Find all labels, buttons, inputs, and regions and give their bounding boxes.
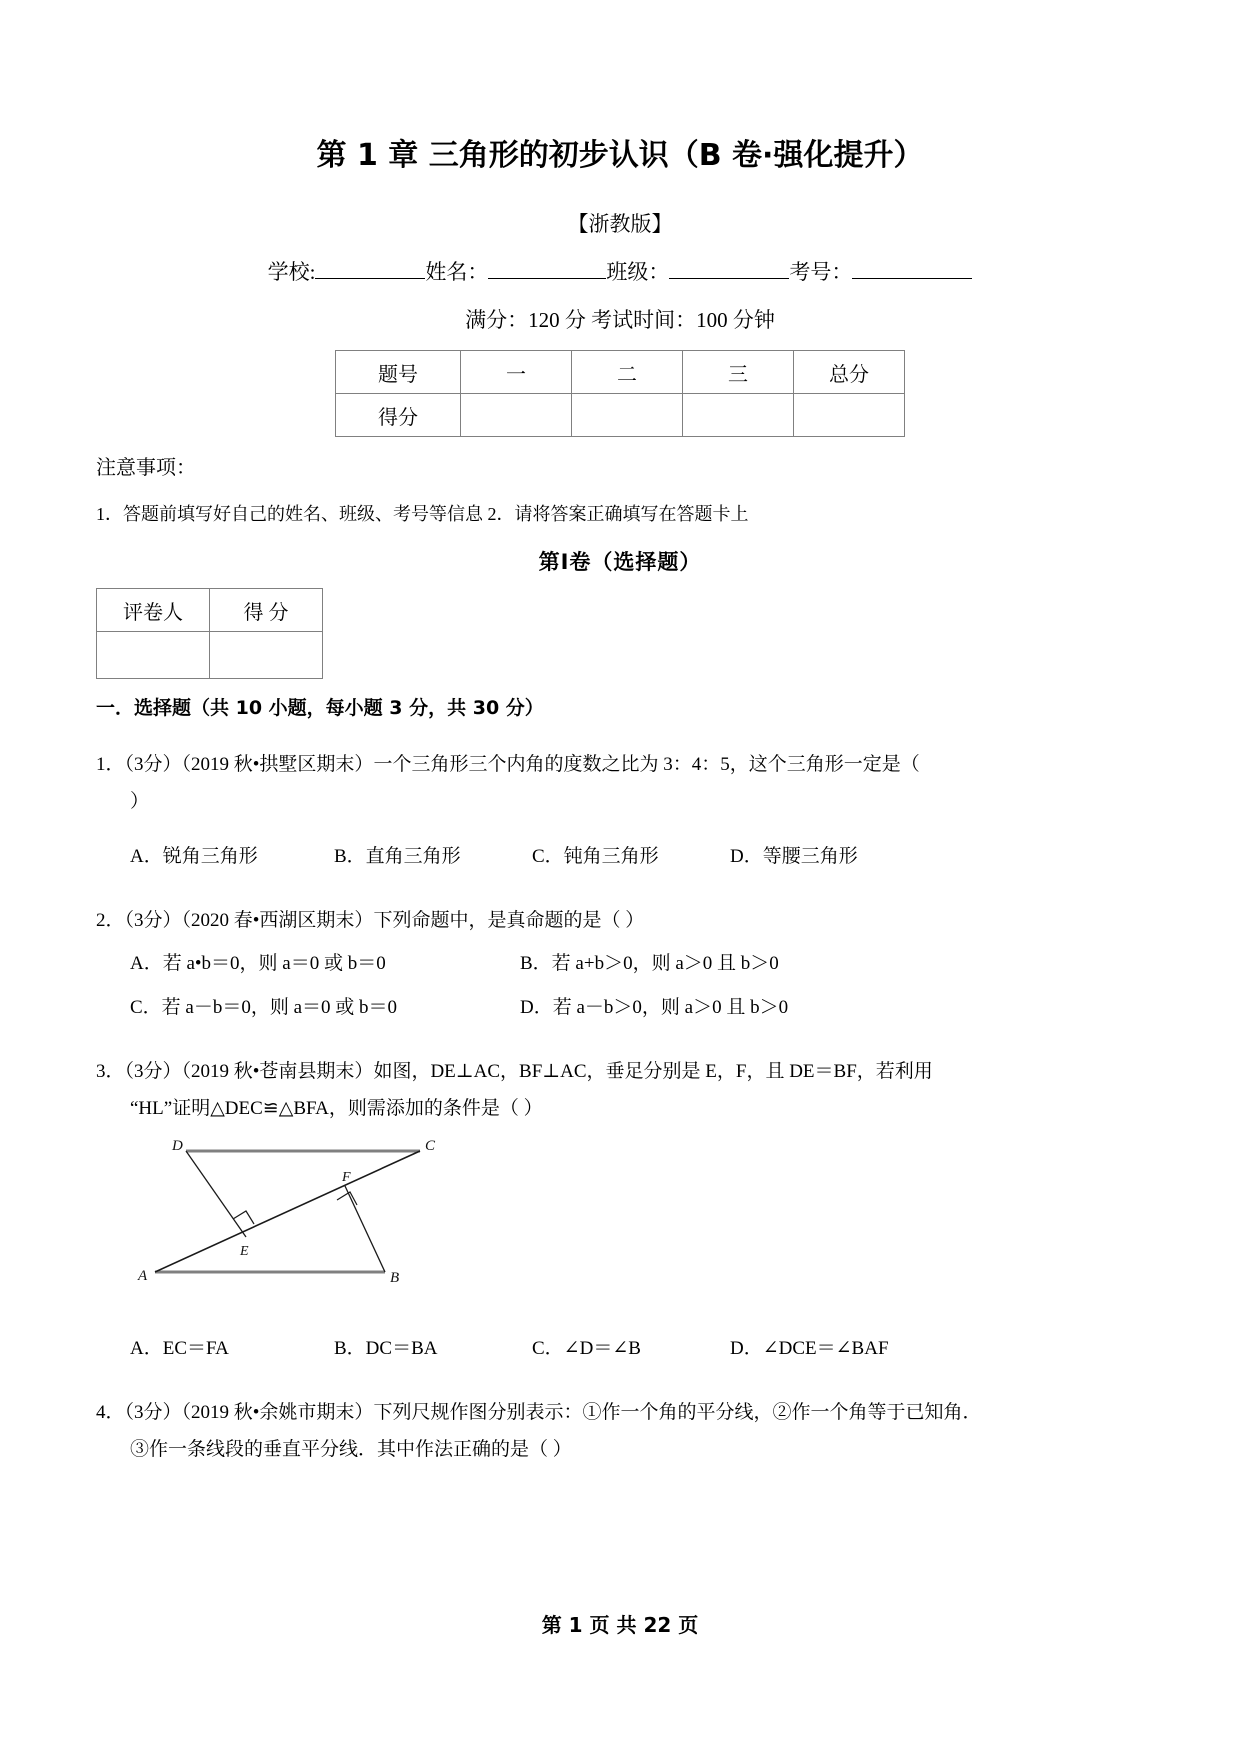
notes-title: 注意事项： <box>96 457 196 479</box>
exam-no-input-blank[interactable] <box>852 278 972 279</box>
question-3-stem-cont: “HL”证明△DEC≌△BFA，则需添加的条件是（ ） <box>130 1098 543 1120</box>
parallelogram-perpendiculars-diagram <box>120 1137 460 1307</box>
question-4-stem: 下列尺规作图分别表示：①作一个角的平分线，②作一个角等于已知角． <box>373 1402 982 1424</box>
score-table-header-2: 二 <box>572 351 683 394</box>
option-d[interactable]: D．∠DCE＝∠BAF <box>730 1338 889 1360</box>
score-cell-3[interactable] <box>683 394 794 437</box>
score-cell-4[interactable] <box>794 394 905 437</box>
question-1-number: 1． <box>96 754 125 775</box>
figure-label-E: E <box>240 1244 249 1260</box>
exam-no-label: 考号： <box>789 260 853 284</box>
score-table-header-1: 一 <box>461 351 572 394</box>
table-row <box>97 632 323 679</box>
question-2-points: （3分） <box>124 910 182 932</box>
question-1-points: （3分） <box>124 754 182 775</box>
figure-label-B: B <box>390 1270 400 1287</box>
option-b[interactable]: B．DC＝BA <box>334 1338 438 1360</box>
marker-name-cell[interactable] <box>97 632 210 679</box>
question-1-stem: 一个三角形三个内角的度数之比为 3：4：5，这个三角形一定是（ <box>373 754 920 775</box>
question-4-source: （2019 秋•余姚市期末） <box>181 1402 374 1424</box>
score-table-row-label: 得分 <box>336 394 461 437</box>
school-input-blank[interactable] <box>315 278 425 279</box>
figure-label-C: C <box>425 1138 436 1155</box>
notes-body: 1．答题前填写好自己的姓名、班级、考号等信息 2．请将答案正确填写在答题卡上 <box>96 504 749 524</box>
marker-score-cell[interactable] <box>210 632 323 679</box>
figure-label-A: A <box>138 1268 148 1285</box>
score-cell-1[interactable] <box>461 394 572 437</box>
name-label: 姓名： <box>425 260 489 284</box>
marker-header-name: 评卷人 <box>97 589 210 632</box>
question-3-options <box>130 1330 1150 1368</box>
question-3-points: （3分） <box>124 1061 182 1083</box>
table-row <box>336 394 905 437</box>
figure-label-D: D <box>172 1138 183 1155</box>
score-table-header-4: 总分 <box>794 351 905 394</box>
question-3 <box>96 1053 1156 1127</box>
school-label: 学校: <box>267 260 316 284</box>
question-3-stem: 如图，DE⊥AC，BF⊥AC，垂足分别是 E，F，且 DE＝BF，若利用 <box>373 1061 933 1083</box>
class-input-blank[interactable] <box>669 278 789 279</box>
question-4-points: （3分） <box>124 1402 182 1424</box>
marker-score-table <box>96 588 323 679</box>
option-c[interactable]: C．若 a－b＝0，则 a＝0 或 b＝0 <box>130 997 398 1019</box>
student-identity-line <box>0 256 1240 286</box>
question-4 <box>96 1394 1156 1468</box>
option-a[interactable]: A．锐角三角形 <box>130 846 258 868</box>
question-3-figure <box>120 1137 1240 1312</box>
score-cell-2[interactable] <box>572 394 683 437</box>
marker-header-score: 得 分 <box>210 589 323 632</box>
question-4-stem-cont: ③作一条线段的垂直平分线．其中作法正确的是（ ） <box>130 1439 572 1461</box>
option-c[interactable]: C．钝角三角形 <box>532 846 659 868</box>
question-2-options-row-2 <box>130 989 1240 1027</box>
question-3-source: （2019 秋•苍南县期末） <box>181 1061 374 1083</box>
question-2 <box>96 902 1156 939</box>
questions-section-heading: 一．选择题（共 10 小题，每小题 3 分，共 30 分） <box>96 697 544 719</box>
table-row <box>336 351 905 394</box>
option-d[interactable]: D．若 a－b＞0，则 a＞0 且 b＞0 <box>520 997 789 1019</box>
question-3-number: 3． <box>96 1061 125 1083</box>
question-1 <box>96 746 1156 820</box>
figure-label-F: F <box>342 1170 351 1186</box>
class-label: 班级： <box>606 260 670 284</box>
option-b[interactable]: B．直角三角形 <box>334 846 461 868</box>
page-title: 第 1 章 三角形的初步认识（B 卷·强化提升） <box>316 138 924 173</box>
paper-section-heading: 第Ⅰ卷（选择题） <box>538 550 702 574</box>
question-1-source: （2019 秋•拱墅区期末） <box>181 754 374 775</box>
question-2-number: 2． <box>96 910 125 932</box>
score-table-header-0: 题号 <box>336 351 461 394</box>
question-2-source: （2020 春•西湖区期末） <box>181 910 374 932</box>
question-1-options <box>130 838 1150 876</box>
option-a[interactable]: A．若 a•b＝0，则 a＝0 或 b＝0 <box>130 953 386 975</box>
score-table <box>335 350 905 437</box>
option-c[interactable]: C．∠D＝∠B <box>532 1338 641 1360</box>
question-4-number: 4． <box>96 1402 125 1424</box>
question-1-stem-cont: ） <box>130 791 150 813</box>
score-table-header-3: 三 <box>683 351 794 394</box>
name-input-blank[interactable] <box>488 278 606 279</box>
edition-subtitle: 【浙教版】 <box>567 212 673 236</box>
score-table-wrapper <box>0 350 1240 437</box>
page-footer: 第 1 页 共 22 页 <box>541 1613 699 1637</box>
option-b[interactable]: B．若 a+b＞0，则 a＞0 且 b＞0 <box>520 953 779 975</box>
exam-score-time: 满分：120 分 考试时间：100 分钟 <box>465 308 775 332</box>
option-a[interactable]: A．EC＝FA <box>130 1338 229 1360</box>
marker-table-wrapper <box>96 588 1240 679</box>
table-row <box>97 589 323 632</box>
question-2-options-row-1 <box>130 945 1240 983</box>
question-2-stem: 下列命题中，是真命题的是（ ） <box>373 910 645 932</box>
option-d[interactable]: D．等腰三角形 <box>730 846 858 868</box>
